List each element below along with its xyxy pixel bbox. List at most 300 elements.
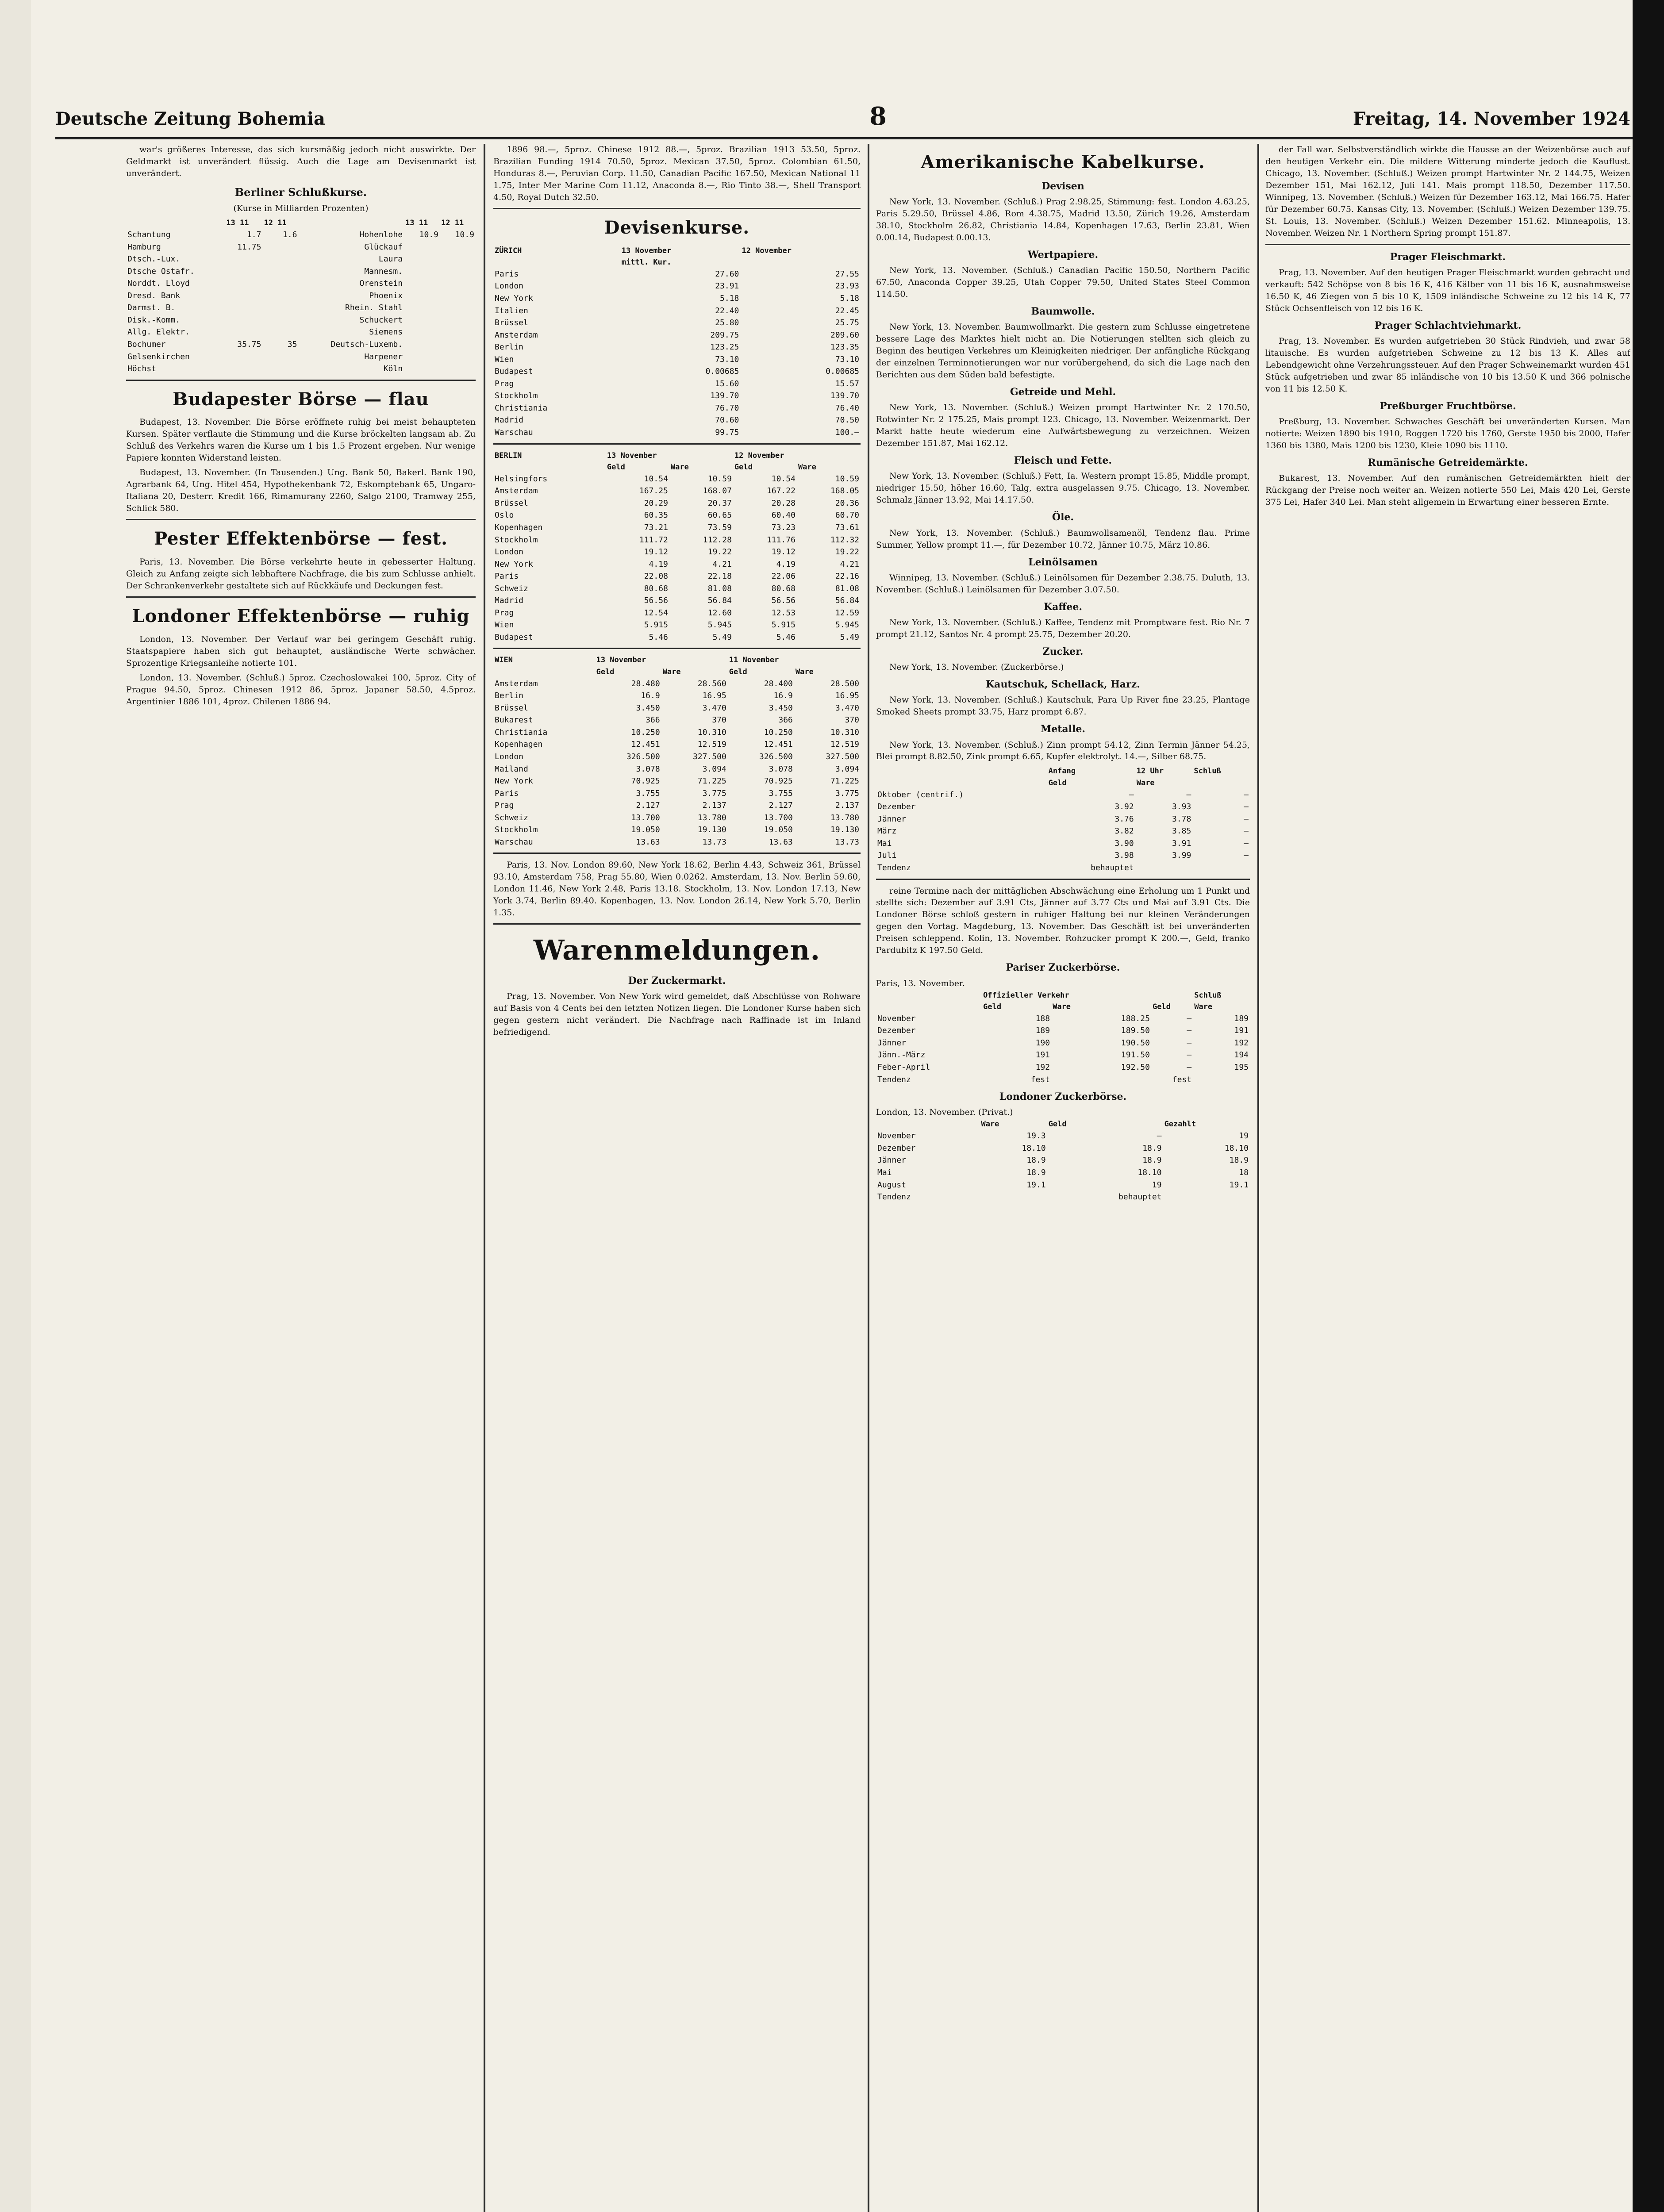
table-cell: 25.75	[835, 318, 859, 328]
table-cell: 189.50	[1121, 1026, 1150, 1036]
table-cell	[404, 363, 440, 375]
commodity-heading: Öle.	[1052, 511, 1074, 523]
table-cell: Dezember	[877, 1026, 916, 1036]
table-row	[493, 485, 861, 497]
table-cell: 81.08	[707, 584, 732, 593]
table-cell: 3.98	[1114, 851, 1134, 860]
table-row	[876, 825, 1250, 837]
table-cell: 10.54	[771, 474, 795, 484]
table-cell	[225, 351, 262, 363]
table-cell: Helsingfors	[495, 474, 548, 484]
table-cell: Jänner	[877, 1038, 907, 1048]
table-cell: Kopenhagen	[495, 740, 543, 749]
fruchtboerse-paragraph: Preßburg, 13. November. Schwaches Geschäft bei unveränderten Kursen. Man notierte: Weizen 1890 bis 1910, Roggen 1720 bis 1760, Gerste 1950 bis 2000, Hafer 1360 bis 1380, Mais 1200 bis 1230, Kleie 1090 bis 1110.	[1265, 417, 1630, 451]
column-rule-2	[868, 144, 869, 2212]
table-cell: 3.90	[1114, 838, 1134, 848]
column-3	[876, 144, 1250, 2212]
table-cell: 100.—	[835, 428, 859, 437]
commodity-heading: Fleisch und Fette.	[1014, 455, 1112, 467]
table-cell: Amsterdam	[495, 330, 538, 340]
column-1	[126, 144, 476, 2212]
table-cell: 10.310	[830, 727, 859, 737]
table-cell: Juli	[877, 851, 897, 860]
table-cell: Glückauf	[364, 242, 403, 252]
section-rule	[493, 208, 861, 209]
table-cell: 189	[1234, 1014, 1249, 1023]
table-cell: 10.59	[707, 474, 732, 484]
table-cell: 10.250	[631, 727, 660, 737]
table-cell: 10.250	[764, 727, 793, 737]
table-cell: 60.65	[707, 511, 732, 520]
table-cell: 71.225	[697, 776, 726, 786]
table-cell: 2.137	[835, 801, 859, 810]
table-cell: 3.93	[1172, 802, 1191, 812]
section-rule	[493, 443, 861, 445]
column-subheader: Ware	[1194, 1002, 1213, 1011]
table-cell	[262, 302, 298, 314]
column-header: 13 November	[596, 656, 646, 665]
table-cell: Dresd. Bank	[127, 291, 181, 300]
table-cell	[404, 338, 440, 351]
issue-date: Freitag, 14. November 1924	[1353, 108, 1630, 129]
table-row	[493, 292, 861, 305]
table-cell: Phoenix	[369, 291, 403, 300]
table-cell: —	[1244, 790, 1249, 799]
table-cell	[262, 241, 298, 253]
table-row	[493, 378, 861, 390]
london-zucker-line: London, 13. November. (Privat.)	[876, 1107, 1013, 1118]
table-cell: 80.68	[644, 584, 668, 593]
table-row	[493, 402, 861, 415]
table-cell: Jänner	[877, 1156, 907, 1165]
table-row	[493, 268, 861, 280]
table-cell: 3.094	[835, 764, 859, 774]
table-cell: 192	[1234, 1038, 1249, 1048]
table-cell: 71.225	[830, 776, 859, 786]
table-cell: Mailand	[495, 764, 528, 774]
table-cell: 18.9	[1229, 1156, 1249, 1165]
intro-paragraph: war's größeres Interesse, das sich kursmäßig jedoch nicht auswirkte. Der Geldmarkt ist unverändert flüssig. Auch die Lage am Devisenmarkt ist unverändert.	[126, 145, 476, 178]
table-cell: 19.1	[1026, 1180, 1046, 1190]
table-row	[493, 702, 861, 714]
table-cell: Prag	[495, 379, 514, 388]
column-4	[1265, 144, 1630, 2212]
table-cell	[262, 326, 298, 338]
table-cell: —	[1129, 790, 1134, 799]
table-cell: 167.22	[766, 486, 795, 496]
table-cell: 18.9	[1026, 1168, 1046, 1178]
table-cell: Madrid	[495, 596, 524, 606]
table-cell: Tendenz	[877, 1075, 911, 1084]
table-cell: 5.945	[835, 620, 859, 630]
table-cell: fest	[1030, 1075, 1050, 1084]
table-row	[126, 351, 476, 363]
table-row	[126, 277, 476, 290]
commodity-paragraph: New York, 13. November. (Schluß.) Fett, Ia. Western prompt 15.85, Middle prompt, niedriger 15.50, höher 16.60, Talg, extra ausgelassen 9.75. Chicago, 13. November. Schmalz Jänner 13.92, Mai 14.17.50.	[876, 471, 1250, 505]
table-cell: 16.9	[641, 691, 660, 701]
table-row	[493, 595, 861, 607]
table-cell: Höchst	[127, 364, 157, 374]
column-header: Anfang	[1048, 767, 1076, 776]
table-cell: 18.9	[1142, 1156, 1162, 1165]
table-cell: 3.775	[702, 788, 726, 798]
commodity-paragraph: New York, 13. November. (Schluß.) Zinn prompt 54.12, Zinn Termin Jänner 54.25, Blei prompt 8.82.50, Zink prompt 6.65, Kupfer elektrolyt. 14.—, Silber 68.75.	[876, 740, 1250, 762]
table-cell: 73.59	[707, 522, 732, 532]
table-cell: —	[1187, 1062, 1192, 1072]
table-cell: 56.84	[835, 596, 859, 606]
table-cell: Stockholm	[495, 825, 538, 835]
table-cell: 5.915	[771, 620, 795, 630]
section-rule	[126, 380, 476, 381]
table-cell: 19.1	[1229, 1180, 1249, 1190]
column-header: 12 11	[264, 218, 287, 227]
column-subheader: Geld	[734, 462, 753, 472]
table-cell: 19.22	[835, 547, 859, 557]
table-cell: 366	[646, 715, 660, 725]
column-header: BERLIN	[495, 451, 522, 460]
table-cell: Bochumer	[127, 340, 166, 349]
table-cell	[440, 351, 476, 363]
commodity-heading: Wertpapiere.	[1027, 249, 1099, 261]
devisen-title: Devisenkurse.	[604, 217, 750, 238]
table-cell: 3.094	[702, 764, 726, 774]
table-cell	[440, 302, 476, 314]
table-cell	[225, 290, 262, 302]
table-row	[493, 546, 861, 558]
column-subheader: Ware	[1136, 778, 1155, 787]
berlin-title: Berliner Schlußkurse.	[234, 185, 367, 199]
table-row	[876, 1049, 1250, 1061]
table-cell: 22.08	[644, 572, 668, 581]
table-cell: Brüssel	[495, 703, 528, 713]
table-row	[493, 558, 861, 571]
table-row	[126, 241, 476, 253]
table-cell: Siemens	[369, 327, 403, 337]
table-cell	[404, 351, 440, 363]
table-cell: 10.54	[644, 474, 668, 484]
commodity-heading: Zucker.	[1042, 645, 1084, 657]
berlin-subtitle: (Kurse in Milliarden Prozenten)	[233, 203, 369, 213]
table-cell: 12.451	[631, 740, 660, 749]
table-cell: 1.6	[282, 230, 297, 240]
table-row	[876, 1142, 1250, 1155]
commodity-paragraph: New York, 13. November. (Schluß.) Prag 2.98.25, Stimmung: fest. London 4.63.25, Paris 5.29.50, Brüssel 4.86, Rom 4.38.75, Madrid 13.50, Zürich 19.26, Amsterdam 38.10, Stockholm 26.82, Christiania 14.84, Kopenhagen 17.63, Berlin 23.81, Wien 0.00.14, Budapest 0.00.13.	[876, 197, 1250, 242]
table-cell: 76.40	[835, 403, 859, 413]
pester-title: Pester Effektenbörse — fest.	[154, 528, 448, 549]
table-cell	[404, 326, 440, 338]
table-cell: —	[1186, 790, 1191, 799]
table-row	[493, 775, 861, 787]
table-cell: 12.519	[697, 740, 726, 749]
table-cell	[440, 241, 476, 253]
table-cell: 73.10	[715, 354, 739, 364]
column-rule-1	[484, 144, 485, 2212]
table-cell	[440, 290, 476, 302]
table-cell	[262, 253, 298, 265]
column-header	[298, 217, 404, 229]
table-cell: 22.06	[771, 572, 795, 581]
zucker-lower-paragraph: reine Termine nach der mittäglichen Abschwächung eine Erholung um 1 Punkt und stellte sich: Dezember auf 3.91 Cts, Jänner auf 3.77 Cts und Mai auf 3.91 Cts. Die Londoner Börse schloß gestern in ruhiger Haltung bei nur kleinen Veränderungen gegen den Vortag. Magdeburg, 13. November. Das Geschäft ist bei unveränderten Preisen schleppend. Kolin, 13. November. Rohzucker prompt K 200.—, Geld, franko Pardubitz K 197.50 Geld.	[876, 886, 1250, 956]
table-cell: 5.49	[712, 632, 732, 642]
paris-zucker-line: Paris, 13. November.	[876, 978, 965, 988]
table-cell: 4.21	[840, 559, 859, 569]
table-cell: 370	[845, 715, 859, 725]
table-cell	[225, 277, 262, 290]
table-cell: 10.9	[455, 230, 474, 240]
table-cell	[404, 277, 440, 290]
table-cell: 2.137	[702, 801, 726, 810]
table-cell: 15.60	[715, 379, 739, 388]
table-row	[493, 812, 861, 824]
table-cell: 5.46	[776, 632, 795, 642]
table-cell: Norddt. Lloyd	[127, 279, 190, 288]
section-rule	[126, 596, 476, 598]
commodity-paragraph: New York, 13. November. (Schluß.) Canadian Pacific 150.50, Northern Pacific 67.50, Anaconda Copper 39.25, Utah Copper 79.50, United States Steel Common 114.50.	[876, 265, 1250, 300]
table-row	[493, 631, 861, 644]
berlin-devisen-table	[493, 450, 861, 644]
table-cell: 19	[1239, 1131, 1249, 1141]
table-cell: 73.21	[644, 522, 668, 532]
table-cell	[262, 290, 298, 302]
foreign-exchange-paragraph: Paris, 13. Nov. London 89.60, New York 18.62, Berlin 4.43, Schweiz 361, Brüssel 93.10, Amsterdam 758, Prag 55.80, Wien 0.0262. Amsterdam, 13. Nov. Berlin 59.60, London 11.46, New York 2.48, Paris 13.18. Stockholm, 13. Nov. London 17.13, New York 3.74, Berlin 89.40. Kopenhagen, 13. Nov. London 26.14, New York 5.70, Berlin 1.35.	[493, 860, 861, 918]
table-cell: 18.9	[1142, 1143, 1162, 1153]
column-subheader: Geld	[607, 462, 625, 472]
table-row	[493, 329, 861, 342]
table-cell: 13.780	[697, 813, 726, 822]
table-cell: 19.130	[830, 825, 859, 835]
column-header: Geld	[1048, 1120, 1067, 1129]
column-header: Gezahlt	[1164, 1120, 1196, 1129]
table-row	[493, 799, 861, 812]
table-cell: 13.73	[835, 837, 859, 847]
table-row	[876, 1130, 1250, 1142]
table-cell: 327.500	[692, 752, 726, 761]
table-cell: Disk.-Komm.	[127, 315, 181, 325]
table-cell: behauptet	[1118, 1192, 1162, 1202]
table-row	[493, 534, 861, 546]
wien-devisen-table	[493, 654, 861, 848]
table-cell: 3.92	[1114, 802, 1134, 812]
fleischmarkt-paragraph: Prag, 13. November. Auf den heutigen Prager Fleischmarkt wurden gebracht und verkauft: 542 Schöpse von 8 bis 16 K, 416 Kälber von 11 bis 16 K, ausnahmsweise 16.50 K, 46 Ziegen von 5 bis 10 K, 1509 inländische Schweine zu 12 bis 14 K, 77 Stück Ochsenfleisch von 12 bis 16 K.	[1265, 267, 1630, 313]
column-header	[876, 1118, 980, 1130]
table-row	[876, 801, 1250, 813]
table-cell	[440, 338, 476, 351]
table-row	[493, 305, 861, 317]
table-row	[876, 813, 1250, 826]
table-row	[493, 714, 861, 726]
table-cell	[1135, 862, 1193, 874]
table-cell: 3.450	[769, 703, 793, 713]
ny-zucker-table	[876, 765, 1250, 874]
table-cell: Paris	[495, 269, 519, 279]
table-cell: 28.500	[830, 679, 859, 688]
column-subheader: Geld	[729, 667, 747, 676]
table-cell: Prag	[495, 608, 514, 618]
newspaper-title: Deutsche Zeitung Bohemia	[55, 108, 325, 129]
budapest-paragraph-2: Budapest, 13. November. (In Tausenden.) Ung. Bank 50, Bakerl. Bank 190, Agrarbank 64, Ung. Hitel 454, Hypothekenbank 72, Eskomptebank 65, Ungaro-Italiana 20, Desterr. Kredit 166, Rimamurany 2260, Salgo 2100, Tramway 255, Schlick 580.	[126, 468, 476, 514]
table-cell: —	[1187, 1038, 1192, 1048]
table-row	[493, 570, 861, 583]
table-cell: Feber-April	[877, 1062, 930, 1072]
table-cell	[262, 277, 298, 290]
column-header: Schluß	[1194, 767, 1221, 776]
table-cell: Gelsenkirchen	[127, 352, 190, 361]
table-row	[876, 1154, 1250, 1167]
table-row	[876, 1025, 1250, 1037]
column-subheader: Ware	[670, 462, 689, 472]
kabelkurse-title: Amerikanische Kabelkurse.	[921, 152, 1205, 173]
table-row	[126, 302, 476, 314]
table-cell: 112.28	[703, 535, 732, 545]
fruchtboerse-title: Preßburger Fruchtbörse.	[1380, 400, 1516, 412]
table-cell: 111.76	[766, 535, 795, 545]
table-cell: 27.60	[715, 269, 739, 279]
table-cell: Italien	[495, 306, 528, 315]
table-cell: 192.50	[1121, 1062, 1150, 1072]
table-cell: 16.9	[773, 691, 793, 701]
table-cell: Allg. Elektr.	[127, 327, 190, 337]
table-cell: Schuckert	[359, 315, 403, 325]
table-cell: 19.12	[771, 547, 795, 557]
commodity-paragraph: New York, 13. November. Baumwollmarkt. Die gestern zum Schlusse eingetretene bessere Lage des Marktes hielt nicht an. Die Notierungen stellten sich gleich zu Beginn des heutigen Verkehres um Kleinigkeiten niedriger. Der anfängliche Rückgang der einzelnen Terminnotierungen war nur vorübergehend, da sich die Lage nach den Berichten aus dem Süden bald befestigte.	[876, 322, 1250, 380]
table-cell: 190.50	[1121, 1038, 1150, 1048]
commodity-heading: Metalle.	[1040, 723, 1086, 735]
table-cell: 12.53	[771, 608, 795, 618]
section-rule	[126, 519, 476, 520]
column-header: Schluß	[1194, 991, 1222, 1000]
column-header: 12 Uhr	[1136, 767, 1164, 776]
table-cell: 111.72	[639, 535, 668, 545]
table-cell: Mai	[877, 838, 892, 848]
getreidemaerkte-paragraph: Bukarest, 13. November. Auf den rumänischen Getreidemärkten hielt der Rückgang der Preise noch weiter an. Weizen notierte 550 Lei, Mais 420 Lei, Gerste 375 Lei, Hafer 340 Lei. Man steht allgemein in Erwartung einer besseren Ernte.	[1265, 473, 1630, 507]
column-subheader: Geld	[596, 667, 615, 676]
table-cell: Dezember	[877, 1143, 916, 1153]
paris-zucker-title: Pariser Zuckerbörse.	[1006, 962, 1120, 974]
column-subheader: Geld	[1152, 1002, 1171, 1011]
column-header: 13 11	[226, 218, 249, 227]
table-cell: Darmst. B.	[127, 303, 176, 313]
table-cell: 3.82	[1114, 826, 1134, 836]
section-rule	[493, 923, 861, 925]
table-cell	[404, 241, 440, 253]
table-cell: 60.40	[771, 511, 795, 520]
table-cell: 139.70	[710, 391, 739, 401]
table-cell: 81.08	[835, 584, 859, 593]
table-cell: 19.050	[764, 825, 793, 835]
column-header: 12 November	[734, 451, 784, 460]
commodity-heading: Kaffee.	[1043, 601, 1083, 613]
column-header: Ware	[981, 1120, 999, 1129]
header-rule	[55, 137, 1639, 139]
table-cell: Deutsch-Luxemb.	[330, 340, 403, 349]
table-cell: 19.12	[644, 547, 668, 557]
table-row	[493, 414, 861, 426]
table-cell: Schantung	[127, 230, 171, 240]
table-cell: 3.85	[1172, 826, 1191, 836]
table-cell: Brüssel	[495, 318, 528, 328]
table-cell: 3.470	[835, 703, 859, 713]
table-cell	[404, 302, 440, 314]
column-header: WIEN	[495, 656, 513, 665]
table-cell: 123.35	[830, 342, 859, 352]
column-header: 13 November	[621, 246, 672, 255]
table-cell: 22.16	[835, 572, 859, 581]
table-cell: Köln	[383, 364, 403, 374]
table-cell: 18.10	[1224, 1143, 1249, 1153]
table-cell: Paris	[495, 788, 519, 798]
table-cell: Oktober (centrif.)	[877, 790, 964, 799]
table-cell: 22.18	[707, 572, 732, 581]
table-cell: 56.56	[771, 596, 795, 606]
table-cell: 0.00685	[705, 367, 739, 376]
column-subheader	[876, 1001, 982, 1013]
table-cell: 5.18	[840, 293, 859, 303]
table-cell: 2.127	[636, 801, 660, 810]
section-rule	[493, 648, 861, 649]
table-cell	[225, 314, 262, 326]
table-row	[493, 690, 861, 702]
column-header: 13 November	[607, 451, 657, 460]
table-row	[876, 1191, 1250, 1203]
table-cell: 20.29	[644, 498, 668, 508]
table-cell: 18	[1239, 1168, 1249, 1178]
table-row	[876, 789, 1250, 801]
table-cell: Warschau	[495, 837, 533, 847]
table-cell: 191.50	[1121, 1050, 1150, 1060]
table-row	[493, 583, 861, 595]
table-cell: 3.99	[1172, 851, 1191, 860]
table-cell	[404, 253, 440, 265]
table-cell: 5.49	[840, 632, 859, 642]
table-cell	[225, 363, 262, 375]
table-cell: New York	[495, 776, 533, 786]
table-row	[493, 836, 861, 849]
table-row	[126, 314, 476, 326]
table-cell: Dtsch.-Lux.	[127, 254, 181, 264]
table-cell: 190	[1035, 1038, 1050, 1048]
column-header	[876, 765, 1047, 777]
table-row	[493, 497, 861, 510]
zuckermarkt-title: Der Zuckermarkt.	[628, 975, 726, 987]
table-cell: Prag	[495, 801, 514, 810]
table-cell: Budapest	[495, 367, 533, 376]
commodity-heading: Kautschuk, Schellack, Harz.	[986, 679, 1140, 691]
table-cell: 188.25	[1121, 1014, 1150, 1023]
table-cell: 19.130	[697, 825, 726, 835]
table-row	[493, 522, 861, 534]
table-cell: Rhein. Stahl	[345, 303, 403, 313]
table-cell: 12.519	[830, 740, 859, 749]
table-cell: 99.75	[715, 428, 739, 437]
table-cell: Orenstein	[359, 279, 403, 288]
table-cell: 73.10	[835, 354, 859, 364]
table-cell: März	[877, 826, 897, 836]
table-cell: November	[877, 1014, 916, 1023]
table-cell: 4.21	[712, 559, 732, 569]
column-header	[876, 990, 982, 1001]
table-cell: 11.75	[237, 242, 261, 252]
table-cell: Kopenhagen	[495, 522, 543, 532]
table-cell: Tendenz	[877, 1192, 911, 1202]
table-cell: 20.28	[771, 498, 795, 508]
schlachtviehmarkt-title: Prager Schlachtviehmarkt.	[1374, 319, 1522, 331]
table-row	[493, 726, 861, 739]
table-cell: —	[1187, 1014, 1192, 1023]
table-row	[493, 824, 861, 836]
column-subheader: Geld	[1048, 778, 1067, 787]
table-cell	[440, 363, 476, 375]
table-cell: 13.63	[769, 837, 793, 847]
